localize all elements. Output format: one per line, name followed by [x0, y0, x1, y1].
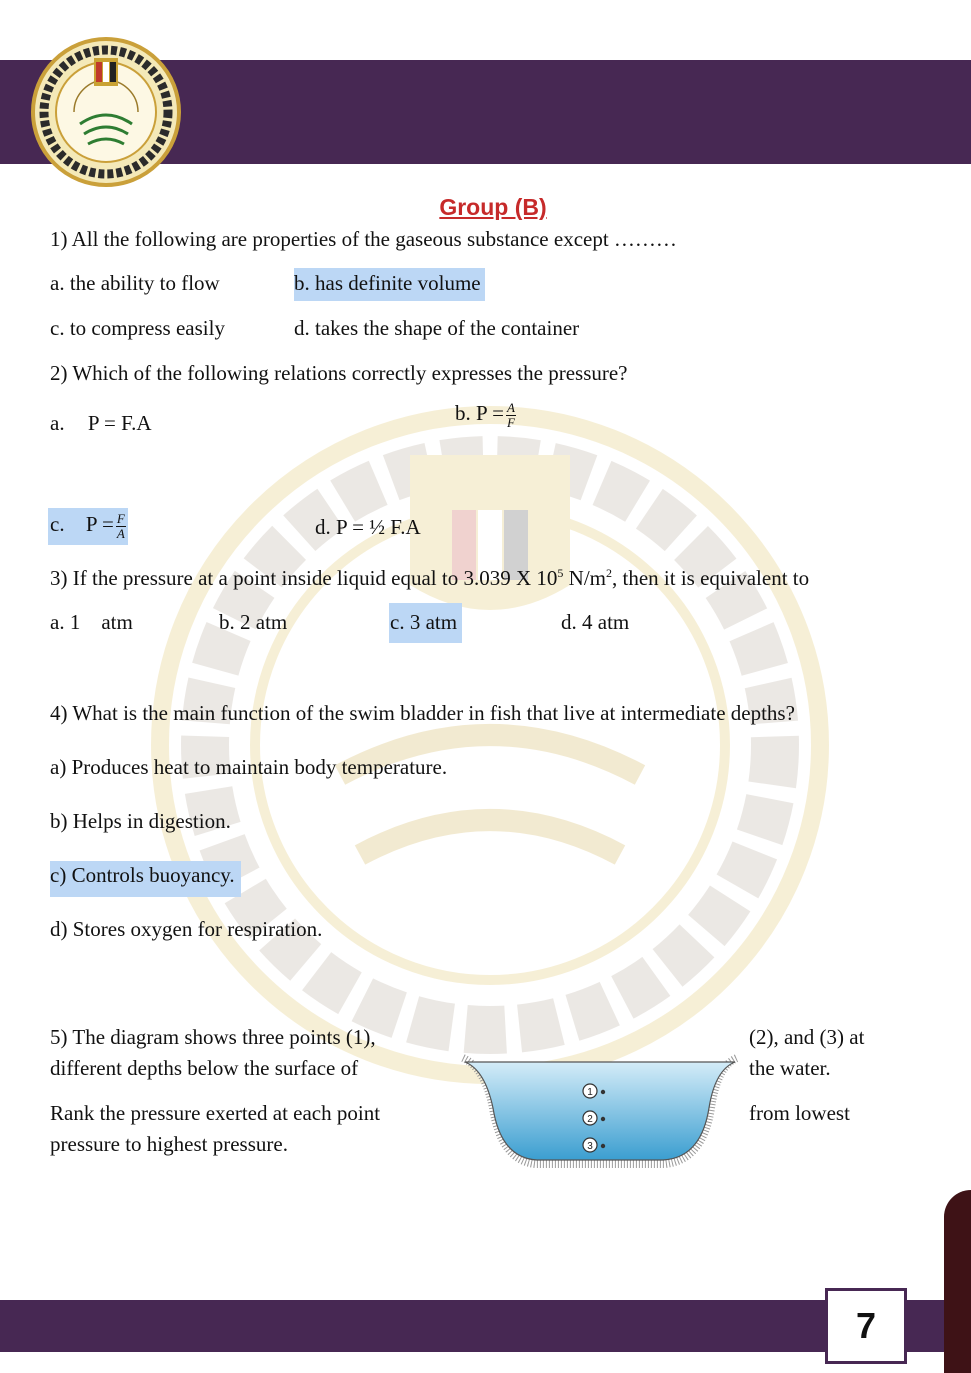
q2-option-b-fraction	[506, 401, 516, 429]
q2-option-b-formula: P =	[476, 401, 504, 425]
depth-point-3-label: 3	[587, 1141, 593, 1152]
page-number: 7	[825, 1288, 907, 1364]
q3-option-c[interactable]: c. 3 atm	[389, 603, 462, 643]
q3-option-a[interactable]: a. 1 atm	[50, 610, 133, 634]
q2-option-b-label: b.	[455, 401, 471, 425]
ministry-watermark	[140, 395, 840, 1095]
q5-line1-left: 5) The diagram shows three points (1),	[50, 1025, 376, 1049]
q5-line4-left: pressure to highest pressure.	[50, 1132, 288, 1156]
q1-option-d[interactable]: d. takes the shape of the container	[294, 316, 580, 340]
q2-option-c-formula: P =	[85, 512, 114, 536]
q1-option-b[interactable]: b. has definite volume	[294, 268, 485, 301]
q5-line2-left: different depths below the surface of	[50, 1056, 359, 1080]
footer-band	[0, 1300, 945, 1352]
q4-option-d[interactable]: d) Stores oxygen for respiration.	[50, 917, 323, 941]
q4-option-b[interactable]: b) Helps in digestion.	[50, 809, 231, 833]
q2-option-c-label: c.	[50, 512, 65, 536]
q3-exponent-2: 2	[606, 566, 612, 580]
q5-line1-right: (2), and (3) at	[749, 1025, 865, 1049]
q2-option-b-numerator: A	[507, 400, 515, 416]
q2-option-b-denominator: F	[507, 414, 515, 430]
q3-option-b[interactable]: b. 2 atm	[219, 610, 288, 634]
water-depth-diagram	[455, 1048, 745, 1178]
q3-question-post: , then it is equivalent to	[612, 566, 810, 590]
q2-option-c[interactable]	[48, 508, 128, 545]
q2-option-c-fraction	[116, 512, 126, 540]
q1-option-a[interactable]: a. the ability to flow	[50, 271, 220, 295]
depth-point-2-label: 2	[587, 1114, 593, 1125]
q1-option-c[interactable]: c. to compress easily	[50, 316, 225, 340]
section-title: Group (B)	[439, 194, 547, 220]
q4-option-a[interactable]: a) Produces heat to maintain body temperature.	[50, 755, 448, 779]
depth-point-1-label: 1	[587, 1087, 593, 1098]
q2-option-c-denominator: A	[116, 525, 125, 541]
q3-question	[50, 566, 809, 591]
q2-option-a[interactable]	[50, 411, 151, 436]
q2-option-c-numerator: F	[116, 511, 125, 527]
q5-line3-right: from lowest	[749, 1101, 850, 1125]
ministry-logo	[30, 36, 182, 188]
q2-option-d[interactable]: d. P = ½ F.A	[315, 515, 421, 539]
q5-line2-right: the water.	[749, 1056, 831, 1080]
q5-line3-left: Rank the pressure exerted at each point	[50, 1101, 381, 1125]
q4-question: 4) What is the main function of the swim bladder in fish that live at intermediate depths?	[50, 701, 795, 725]
q2-option-a-label: a.	[50, 411, 65, 435]
q3-exponent-5: 5	[557, 566, 564, 580]
q2-question: 2) Which of the following relations correctly expresses the pressure?	[50, 361, 628, 385]
q2-option-b[interactable]	[455, 401, 516, 429]
q3-option-d[interactable]: d. 4 atm	[561, 610, 630, 634]
q3-question-mid: N/m	[563, 566, 606, 590]
q4-option-c[interactable]: c) Controls buoyancy.	[50, 861, 241, 897]
side-tab	[944, 1190, 971, 1373]
q2-option-a-formula: P = F.A	[87, 411, 152, 435]
q3-question-pre: 3) If the pressure at a point inside liquid equal to 3.039 X 10	[50, 566, 558, 590]
q1-question: 1) All the following are properties of the gaseous substance except ………	[50, 227, 677, 251]
